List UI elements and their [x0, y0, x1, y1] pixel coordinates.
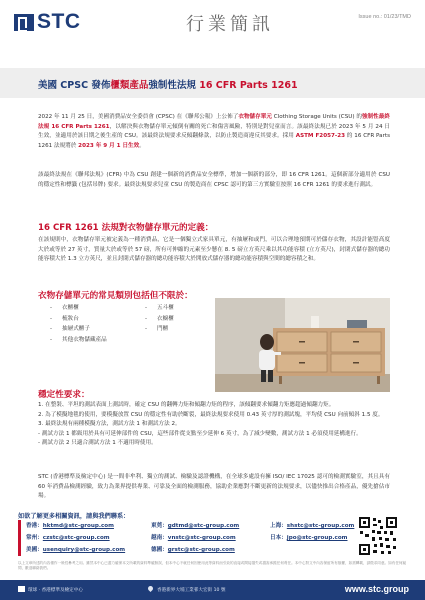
contact-email-vn[interactable]: vnstc@stc-group.com — [167, 535, 236, 541]
header — [0, 0, 425, 36]
page-title: 行業簡訊 — [186, 14, 274, 35]
list-item: - 衣櫃櫃 - 五斗櫃 — [50, 305, 174, 311]
intro-paragraph-1 — [38, 113, 390, 151]
headline-pre: 美國 CPSC 發佈 — [38, 80, 111, 91]
example-item: 五斗櫃 — [157, 305, 174, 311]
contact-email-jp[interactable]: jpo@stc-group.com — [286, 535, 348, 541]
intro-highlight: 2023 年 9 月 1 日生效 — [78, 142, 140, 149]
contact-email-dg[interactable]: gdtmd@stc-group.com — [167, 523, 240, 529]
contact-label: 香港： — [26, 523, 43, 529]
footer-org — [18, 586, 83, 593]
headline-highlight-2: 16 CFR Parts 1261 — [199, 80, 298, 91]
contact-item — [26, 520, 114, 532]
headline — [38, 77, 298, 91]
contact-item — [26, 532, 110, 544]
stability-list — [38, 401, 390, 449]
stc-about-paragraph: STC (香港標準及檢定中心) 是一間非牟利、獨立的測試、檢驗及認證機構，在全球多處設有擁 ISO/ IEC 17025 認可的檢測實驗室，其且具有 60 年消費品檢測經驗，致力為業界提供專業、可靠及全面的檢測服務，協助企業應對不斷更新的法規要求，以儘快推出合格產品，優先搶佔市場。 — [38, 474, 390, 500]
footer-org-name: 環球 · 香港標準及檢定中心 — [28, 588, 83, 593]
contact-email-us[interactable]: usenquiry@stc-group.com — [42, 547, 126, 553]
example-item: 衣櫃櫃 — [62, 305, 79, 311]
photo-illustration — [215, 298, 390, 392]
contact-email-cz[interactable]: czstc@stc-group.com — [42, 535, 110, 541]
contact-label: 日本： — [270, 535, 287, 541]
website-link[interactable]: www.stc.group — [344, 584, 409, 594]
intro-text: ，以解決與衣物儲存單元傾倒有關的死亡和傷害風險，特別是對兒童而言。該最終法規已於 2023 年 5 月 24 日生效，並適用於該日期之後生產的 CSU。該最終法規要求反傾翻條款，以防止製造商違反其要求。採用 — [38, 123, 390, 140]
contact-item — [270, 520, 354, 532]
stability-item-1: 1. 在整裝、平坦的測試表面上測試時，確定 CSU 的翻轉力矩和傾翻力矩的程序，該傾翻要求傾翻力矩應超過傾翻力矩。 — [38, 402, 335, 408]
intro-text: Clothing Storage Units (CSU) 的 — [272, 114, 362, 120]
contact-item — [151, 532, 236, 544]
contact-email-de[interactable]: grstc@stc-group.com — [167, 547, 235, 553]
contact-item — [151, 544, 235, 556]
intro-highlight: 衣物儲存單元 — [238, 114, 272, 120]
contact-email-sh[interactable]: shstc@stc-group.com — [286, 523, 355, 529]
example-item: 衣櫥櫃 — [157, 315, 174, 322]
contact-label: 東莞： — [151, 523, 168, 529]
intro-text: 。 — [139, 142, 145, 149]
contact-label: 德國： — [151, 547, 168, 553]
contact-label: 上海： — [270, 523, 287, 529]
intro-highlight: ASTM F2057-23 — [295, 133, 345, 140]
list-item: - 其他衣物儲藏產品 — [50, 336, 107, 343]
stc-logo — [14, 10, 81, 34]
example-item: 其他衣物儲藏產品 — [62, 336, 107, 343]
headline-mid: 強制性法規 — [148, 80, 200, 91]
contact-label: 美國： — [26, 547, 43, 553]
contact-accent-bar — [18, 520, 21, 556]
example-item: 門櫃 — [157, 326, 169, 333]
definition-heading: 16 CFR 1261 法規對衣物儲存單元的定義： — [38, 223, 214, 233]
headline-band — [0, 68, 425, 98]
intro-paragraph-2: 該最終法規在《聯邦法規》(CFR) 中為 CSU 創建一個新的消費品安全標準，增加一個新的部分，即 16 CFR 1261。這個新部分適用於 CSU 的穩定性和標籤 (包括吊牌) 要求。最終法規要求兒童 CSU 的製造商在 CPSC 認可的第三方實驗室按照 16 CFR 1261 的要求進行測試。 — [38, 172, 390, 188]
brand-name: STC — [37, 10, 81, 33]
list-item: - 抽屜式櫃子 - 門櫃 — [50, 326, 169, 333]
footer-address — [148, 586, 226, 593]
intro-highlight: 強制性最終法規 16 CFR Parts 1261 — [38, 114, 390, 130]
stability-item-5: - 測試方法 2 只適合測試方法 1 不適用時使用。 — [38, 440, 157, 447]
stability-item-3: 3. 最終法規有兩種模擬方法，測試方法 1 和測試方法 2。 — [38, 421, 181, 428]
examples-heading: 衣物存儲單元的常見類別包括但不限於： — [38, 291, 193, 301]
footer — [0, 580, 425, 600]
issue-number: Issue no.: 01/23/TMD — [358, 14, 411, 20]
stability-item-4: - 測試方法 1 都級用於具有可延伸部件的 CSU，這些部件從支點至少延伸 6 英寸，為了減少變數，測試方法 1 必須使用延構進行。 — [38, 430, 362, 437]
contact-email-hk[interactable]: hktmd@stc-group.com — [42, 523, 114, 529]
examples-list — [50, 303, 174, 345]
stc-logo-icon — [14, 14, 34, 31]
example-item: 梳妝台 — [62, 315, 79, 322]
stability-item-2: 2. 為了模擬地毯的使用，要模擬放置 CSU 的穩定性有助於斷裂，最終法規要求使用 0.43 英寸厚的測試塊，平均使 CSU 向前傾斜 1.5 度。 — [38, 411, 384, 418]
contact-item — [26, 544, 125, 556]
contact-item — [270, 532, 348, 544]
stability-heading: 穩定性要求： — [38, 390, 90, 400]
intro-text: 2022 年 11 月 25 日，美國消費品安全委員會 (CPSC) 在《聯邦公報》上公佈了 — [38, 114, 239, 120]
child-dresser-photo — [215, 298, 390, 392]
example-item: 抽屜式櫃子 — [62, 326, 90, 333]
contact-label: 越南： — [151, 535, 168, 541]
footer-address-text: 香港新界大埔工業邨大宏街 10 號 — [157, 588, 226, 593]
contact-heading: 如欲了解更多相關資訊，請與我們聯系： — [18, 513, 130, 520]
disclaimer: 以上文章所述的內容僅作一般性參考之用。雖然本中心已盡力確保本文所載的資料準確無誤，但本中心不就任何因使用此等資料而引致的直接或間接損失或損害承擔任何責任。本中心對文中內容保留所有版權，如需轉載，請徵求同意。如有任何疑問，歡迎聯絡我們。 — [18, 561, 407, 571]
contact-label: 常州： — [26, 535, 43, 541]
list-item: - 梳妝台 - 衣櫥櫃 — [50, 315, 174, 322]
contact-item — [151, 520, 239, 532]
headline-highlight-1: 櫃類產品 — [110, 80, 149, 91]
definition-text: 在該規則中，衣物儲存單元被定義為一種消費品，它是一個獨立式家具單元，有抽屜和或門，可以合理地預期可於儲存衣物，其設計能豎高度大於或等於 27 英寸，質量大於或等於 57 磅，所有可伸縮的元素至少懸在 8. 5 磅立方英尺乘以其功能容積 (立方英尺)，封閉式儲存器的總功能容積大於 1.3 立方英尺，並且封閉式儲存器的總功能容積大於開放式儲存器的總功能容積與空間的總容積之和。 — [38, 237, 390, 263]
location-pin-icon — [147, 585, 154, 592]
stc-mark-icon — [18, 586, 25, 592]
qr-code-icon[interactable] — [358, 516, 398, 556]
intro-text: 的 16 CFR Parts 1261 法規將於 — [38, 133, 391, 149]
